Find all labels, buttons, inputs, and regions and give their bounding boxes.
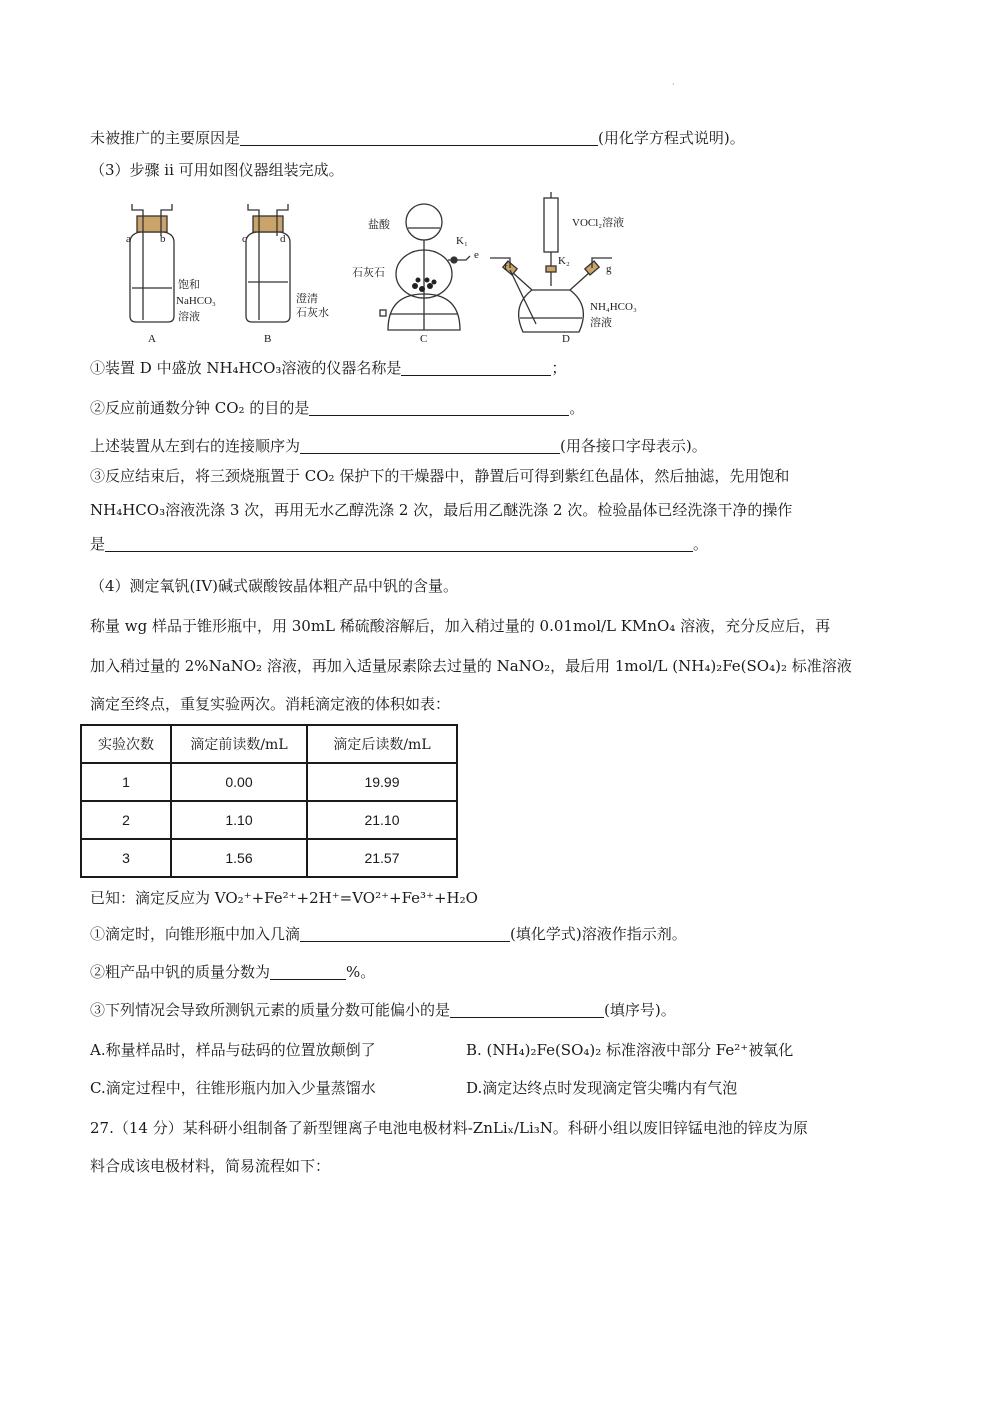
answer-blank-order[interactable] xyxy=(300,437,560,454)
label-d: D xyxy=(562,333,570,345)
label-a: A xyxy=(148,333,156,345)
sub-question-3-end: (填序号)。 xyxy=(604,1001,676,1019)
c-hcl: 盐酸 xyxy=(368,219,390,231)
answer-blank-choice[interactable] xyxy=(450,1001,604,1018)
question-27-line-1: 27.（14 分）某科研小组制备了新型锂离子电池电极材料-ZnLiₓ/Li₃N。科研小组以废旧锌锰电池的锌皮为原 xyxy=(90,1119,808,1137)
table-header: 滴定前读数/mL xyxy=(171,725,307,763)
answer-blank-indicator[interactable] xyxy=(300,925,510,942)
port-c: c xyxy=(242,233,247,245)
d-solution: 溶液 xyxy=(590,317,612,329)
known-reaction: 已知：滴定反应为 VO₂⁺+Fe²⁺+2H⁺=VO²⁺+Fe³⁺+H₂O xyxy=(90,889,478,907)
question-order-text: 上述装置从左到右的连接顺序为 xyxy=(90,437,301,455)
question-1 xyxy=(90,358,566,378)
sub-question-1-end: (填化学式)溶液作指示剂。 xyxy=(510,925,687,943)
d-f: f xyxy=(504,261,508,273)
table-cell: 1 xyxy=(81,763,171,801)
question-2-text: ②反应前通数分钟 CO₂ 的目的是 xyxy=(90,399,310,417)
line-reason-post: (用化学方程式说明)。 xyxy=(598,129,745,147)
option-b: B. (NH₄)₂Fe(SO₄)₂ 标准溶液中部分 Fe²⁺被氧化 xyxy=(466,1041,794,1059)
bottle-b xyxy=(246,204,290,322)
question-27-line-2: 料合成该电极材料，简易流程如下： xyxy=(90,1157,331,1175)
section-3-heading: （3）步骤 ii 可用如图仪器组装完成。 xyxy=(90,161,344,179)
question-3-line-3 xyxy=(90,534,708,554)
line-reason xyxy=(90,128,745,148)
table-header-row xyxy=(81,725,457,763)
question-2-end: 。 xyxy=(569,399,585,417)
question-3-end: 。 xyxy=(693,535,709,553)
sub-question-2-end: %。 xyxy=(346,963,376,981)
label-c: C xyxy=(420,333,428,345)
option-d: D.滴定达终点时发现滴定管尖嘴内有气泡 xyxy=(466,1079,738,1097)
question-order-end: (用各接口字母表示)。 xyxy=(560,437,707,455)
paragraph-line-3: 滴定至终点，重复实验两次。消耗滴定液的体积如表： xyxy=(90,695,451,713)
kipp-generator-c xyxy=(380,204,470,330)
d-vocl2: VOCl₂溶液 xyxy=(572,217,625,229)
c-k1: K₁ xyxy=(456,235,468,247)
paragraph-line-1: 称量 wg 样品于锥形瓶中，用 30mL 稀硫酸溶解后，加入稍过量的 0.01mol/L KMnO₄ 溶液，充分反应后，再 xyxy=(90,617,831,635)
question-3-line-2: NH₄HCO₃溶液洗涤 3 次，再用无水乙醇洗涤 2 次，最后用乙醚洗涤 2 次。检验晶体已经洗涤干净的操作 xyxy=(90,501,793,519)
table-header: 实验次数 xyxy=(81,725,171,763)
port-b: b xyxy=(160,233,166,245)
question-2 xyxy=(90,398,584,418)
answer-blank-mass-fraction[interactable] xyxy=(270,963,346,980)
c-limestone: 石灰石 xyxy=(352,267,385,279)
question-order xyxy=(90,436,707,456)
answer-blank-wash-check[interactable] xyxy=(105,535,693,552)
bottle-a xyxy=(130,204,174,322)
table-header: 滴定后读数/mL xyxy=(307,725,457,763)
table-cell: 1.56 xyxy=(171,839,307,877)
label-b: B xyxy=(264,333,272,345)
b-content-1: 澄清 xyxy=(296,293,318,305)
sub-question-1 xyxy=(90,924,687,944)
c-e: e xyxy=(474,249,479,261)
answer-blank-purpose[interactable] xyxy=(309,399,569,416)
table-cell: 21.57 xyxy=(307,839,457,877)
d-k2: K₂ xyxy=(558,255,570,267)
top-mark: · xyxy=(672,80,675,89)
answer-blank-instrument[interactable] xyxy=(401,359,551,376)
a-content-3: 溶液 xyxy=(178,311,200,323)
question-1-text: ①装置 D 中盛放 NH₄HCO₃溶液的仪器名称是 xyxy=(90,359,402,377)
table-cell: 2 xyxy=(81,801,171,839)
paragraph-line-2: 加入稍过量的 2%NaNO₂ 溶液，再加入适量尿素除去过量的 NaNO₂，最后用 1mol/L (NH₄)₂Fe(SO₄)₂ 标准溶液 xyxy=(90,657,852,675)
d-nh4hco3: NH₄HCO₃ xyxy=(590,301,637,313)
table-cell: 21.10 xyxy=(307,801,457,839)
a-content-2: NaHCO₃ xyxy=(176,295,216,307)
a-content-1: 饱和 xyxy=(178,279,200,291)
table-cell: 3 xyxy=(81,839,171,877)
option-a: A.称量样品时，样品与砝码的位置放颠倒了 xyxy=(90,1041,376,1059)
sub-question-1-text: ①滴定时，向锥形瓶中加入几滴 xyxy=(90,925,301,943)
section-4-heading: （4）测定氧钒(IV)碱式碳酸铵晶体粗产品中钒的含量。 xyxy=(90,577,459,595)
answer-blank-equation[interactable] xyxy=(240,129,598,146)
table-row xyxy=(81,801,457,839)
port-d: d xyxy=(280,233,286,245)
apparatus-figure xyxy=(118,190,658,350)
question-3-line-1: ③反应结束后，将三颈烧瓶置于 CO₂ 保护下的干燥器中，静置后可得到紫红色晶体，然后抽滤，先用饱和 xyxy=(90,467,790,485)
table-row xyxy=(81,839,457,877)
question-1-end: ； xyxy=(551,359,567,377)
port-a: a xyxy=(126,233,131,245)
option-c: C.滴定过程中，往锥形瓶内加入少量蒸馏水 xyxy=(90,1079,376,1097)
sub-question-2 xyxy=(90,962,375,982)
sub-question-3-text: ③下列情况会导致所测钒元素的质量分数可能偏小的是 xyxy=(90,1001,451,1019)
sub-question-2-text: ②粗产品中钒的质量分数为 xyxy=(90,963,271,981)
b-content-2: 石灰水 xyxy=(296,307,329,319)
titration-table xyxy=(80,724,458,878)
table-row xyxy=(81,763,457,801)
d-g: g xyxy=(606,263,612,275)
question-3-text: 是 xyxy=(90,535,106,553)
table-cell: 19.99 xyxy=(307,763,457,801)
sub-question-3 xyxy=(90,1000,676,1020)
line-reason-pre: 未被推广的主要原因是 xyxy=(90,129,241,147)
table-cell: 1.10 xyxy=(171,801,307,839)
table-cell: 0.00 xyxy=(171,763,307,801)
